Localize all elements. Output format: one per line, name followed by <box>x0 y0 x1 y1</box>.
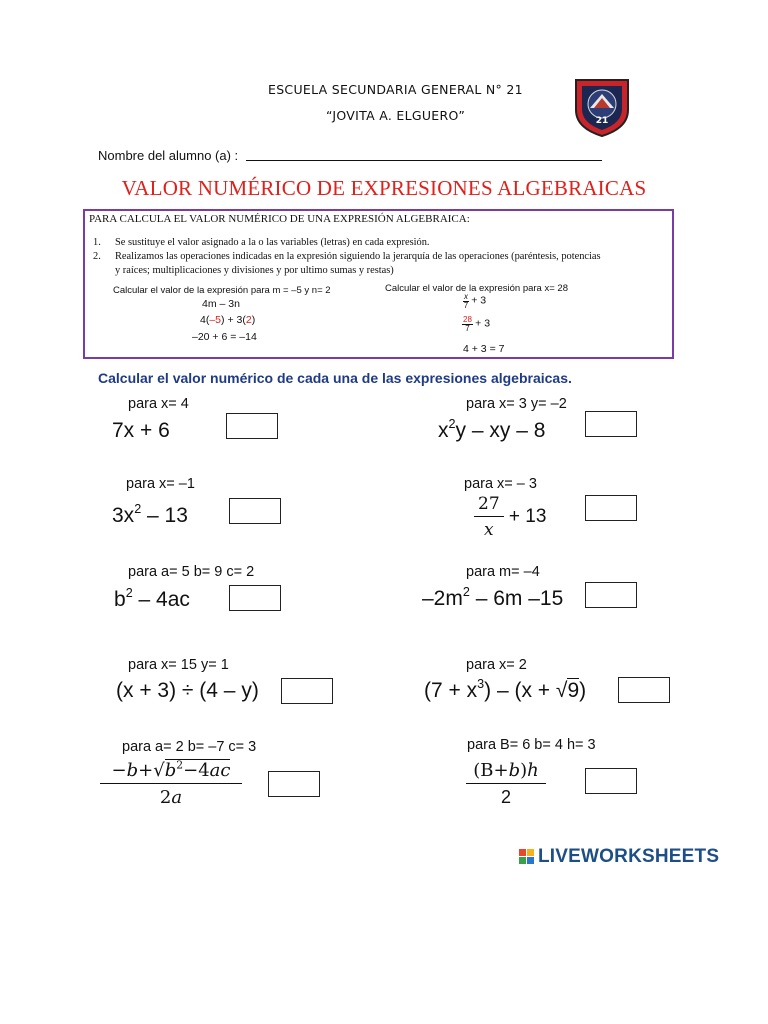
page-title: VALOR NUMÉRICO DE EXPRESIONES ALGEBRAICAS <box>121 176 647 200</box>
exercise-2-expression: $x^2y$ – xy – 8 <box>438 417 546 442</box>
step-2-text-line2: y raíces; multiplicaciones y divisiones y por ultimo sumas y restas) <box>115 265 394 276</box>
exercise-7-answer-input[interactable] <box>281 678 333 704</box>
exercise-3-answer-input[interactable] <box>229 498 281 524</box>
step-1-number: 1. <box>93 237 101 248</box>
exercise-10-condition: para B= 6 b= 4 h= 3 <box>467 737 596 753</box>
exercise-9-condition: para a= 2 b= –7 c= 3 <box>122 739 257 755</box>
exercise-9-answer-input[interactable] <box>268 771 320 797</box>
exercise-6-answer-input[interactable] <box>585 582 637 608</box>
exercise-2-condition: para x= 3 y= –2 <box>466 396 567 412</box>
exercise-7-condition: para x= 15 y= 1 <box>128 657 229 673</box>
exercise-4-answer-input[interactable] <box>585 495 637 521</box>
example-2-line-3: 4 + 3 = 7 <box>463 343 505 355</box>
step-1-text: Se sustituye el valor asignado a la o las variables (letras) en cada expresión. <box>115 237 430 248</box>
exercise-9-expression: −𝑏+√𝑏$^2$−4𝑎𝑐 2𝑎 <box>100 760 242 808</box>
exercise-6-expression: $-2m^2 - 6m$ –15 <box>422 585 564 610</box>
rules-heading: PARA CALCULA EL VALOR NUMÉRICO DE UNA EXPRESIÓN ALGEBRAICA: <box>89 213 470 225</box>
exercise-4-condition: para x= – 3 <box>464 476 537 492</box>
exercise-5-expression: $b^2 - 4ac$ <box>114 586 190 611</box>
rules-box <box>83 209 674 359</box>
exercise-3-expression: $3x^2 - 13$ <box>112 502 188 527</box>
instructions: Calcular el valor numérico de cada una de las expresiones algebraicas. <box>98 370 572 386</box>
example-1-title: Calcular el valor de la expresión para m = –5 y n= 2 <box>113 285 331 296</box>
exercise-1-condition: para x= 4 <box>128 396 189 412</box>
exercise-8-condition: para x= 2 <box>466 657 527 673</box>
exercise-8-expression: $(7 + x^3) - (x + √9)$ <box>424 677 587 702</box>
exercise-7-expression: (x + 3) ÷ (4 – y) <box>116 679 259 702</box>
crest-number: 21 <box>595 116 609 126</box>
example-2-line-1: $\frac{x}{7}$ + 3 <box>463 292 487 310</box>
example-2-title: Calcular el valor de la expresión para x= 28 <box>385 283 568 294</box>
step-2-number: 2. <box>93 251 101 262</box>
school-crest <box>572 76 632 138</box>
school-name: ESCUELA SECUNDARIA GENERAL N° 21 <box>268 82 523 97</box>
exercise-5-answer-input[interactable] <box>229 585 281 611</box>
step-2-text-line1: Realizamos las operaciones indicadas en la expresión siguiendo la jerarquía de las operaciones (paréntesis, potencias <box>115 251 601 262</box>
student-name-field[interactable] <box>246 160 602 161</box>
exercise-3-condition: para x= –1 <box>126 476 195 492</box>
example-1-line-3: –20 + 6 = –14 <box>192 331 257 343</box>
example-1-line-1: 4m – 3n <box>202 298 240 310</box>
school-motto: “JOVITA A. ELGUERO” <box>326 108 466 123</box>
exercise-5-condition: para a= 5 b= 9 c= 2 <box>128 564 255 580</box>
exercise-1-expression: 7x + 6 <box>112 419 170 442</box>
exercise-1-answer-input[interactable] <box>226 413 278 439</box>
exercise-10-answer-input[interactable] <box>585 768 637 794</box>
liveworksheets-logo-icon <box>519 849 535 865</box>
example-1-line-2: 4(–5) + 3(2) <box>200 314 256 326</box>
exercise-6-condition: para m= –4 <box>466 564 540 580</box>
exercise-10-expression: (B+𝑏)ℎ 2 <box>466 760 546 808</box>
example-2-line-2: $\frac{28}{7}$ + 3 <box>463 315 491 333</box>
student-name-label: Nombre del alumno (a) : <box>98 148 239 163</box>
exercise-2-answer-input[interactable] <box>585 411 637 437</box>
exercise-8-answer-input[interactable] <box>618 677 670 703</box>
liveworksheets-logo-text[interactable]: LIVEWORKSHEETS <box>538 846 720 867</box>
exercise-4-expression: $\frac{27}{x}$ + 13 <box>474 494 546 540</box>
